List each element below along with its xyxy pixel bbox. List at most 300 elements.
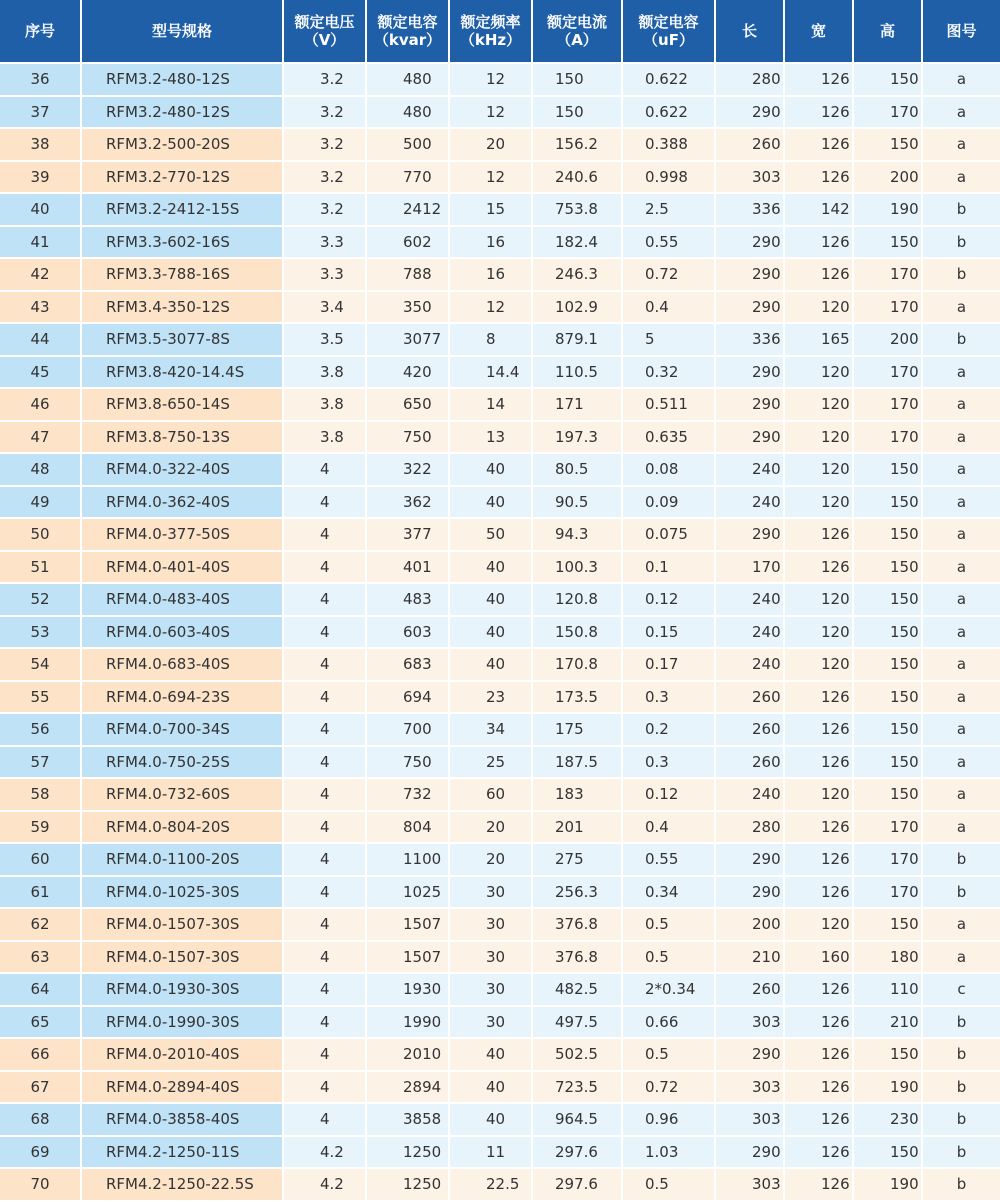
- cell-length: 290: [716, 257, 785, 290]
- cell-rated-voltage: 4: [284, 907, 367, 940]
- cell-rated-current: 183: [533, 777, 623, 810]
- cell-rated-current: 150: [533, 95, 623, 128]
- cell-index: 56: [0, 712, 82, 745]
- header-label: （kvar）: [373, 31, 442, 49]
- cell-height: 200: [854, 322, 923, 355]
- table-row: [0, 777, 1000, 810]
- cell-width: 126: [785, 1135, 854, 1168]
- cell-figure: a: [923, 485, 1000, 518]
- cell-height: 150: [854, 550, 923, 583]
- cell-model: RFM4.0-377-50S: [82, 517, 284, 550]
- cell-height: 180: [854, 940, 923, 973]
- cell-rated-frequency: 40: [450, 485, 533, 518]
- cell-model: RFM4.0-750-25S: [82, 745, 284, 778]
- cell-height: 170: [854, 842, 923, 875]
- header-label: 长: [741, 22, 757, 40]
- cell-rated-voltage: 4: [284, 875, 367, 908]
- cell-model: RFM3.3-788-16S: [82, 257, 284, 290]
- cell-rated-capacity: 480: [367, 62, 450, 95]
- cell-rated-capacitance: 0.72: [623, 1070, 716, 1103]
- cell-figure: a: [923, 777, 1000, 810]
- cell-figure: a: [923, 615, 1000, 648]
- cell-rated-voltage: 3.8: [284, 420, 367, 453]
- cell-figure: b: [923, 192, 1000, 225]
- cell-length: 303: [716, 1167, 785, 1200]
- cell-index: 44: [0, 322, 82, 355]
- cell-figure: a: [923, 940, 1000, 973]
- cell-rated-current: 879.1: [533, 322, 623, 355]
- cell-index: 68: [0, 1102, 82, 1135]
- cell-rated-capacity: 770: [367, 160, 450, 193]
- cell-rated-voltage: 4: [284, 842, 367, 875]
- cell-length: 303: [716, 1070, 785, 1103]
- cell-model: RFM4.0-1100-20S: [82, 842, 284, 875]
- cell-rated-capacitance: 0.55: [623, 225, 716, 258]
- cell-index: 48: [0, 452, 82, 485]
- cell-model: RFM4.0-362-40S: [82, 485, 284, 518]
- cell-index: 55: [0, 680, 82, 713]
- cell-rated-current: 753.8: [533, 192, 623, 225]
- cell-index: 69: [0, 1135, 82, 1168]
- cell-rated-capacity: 350: [367, 290, 450, 323]
- cell-index: 58: [0, 777, 82, 810]
- cell-rated-capacity: 1250: [367, 1167, 450, 1200]
- cell-height: 190: [854, 1070, 923, 1103]
- cell-height: 170: [854, 875, 923, 908]
- table-row: [0, 907, 1000, 940]
- cell-rated-voltage: 4: [284, 810, 367, 843]
- cell-rated-capacity: 1250: [367, 1135, 450, 1168]
- cell-length: 290: [716, 875, 785, 908]
- table-row: [0, 192, 1000, 225]
- cell-index: 61: [0, 875, 82, 908]
- cell-rated-voltage: 4: [284, 452, 367, 485]
- cell-rated-voltage: 4: [284, 615, 367, 648]
- cell-rated-capacitance: 0.17: [623, 647, 716, 680]
- cell-rated-current: 150.8: [533, 615, 623, 648]
- cell-rated-capacity: 3077: [367, 322, 450, 355]
- cell-rated-capacitance: 1.03: [623, 1135, 716, 1168]
- cell-index: 43: [0, 290, 82, 323]
- cell-model: RFM3.4-350-12S: [82, 290, 284, 323]
- cell-figure: a: [923, 127, 1000, 160]
- cell-model: RFM4.0-1025-30S: [82, 875, 284, 908]
- cell-rated-capacity: 1990: [367, 1005, 450, 1038]
- cell-rated-capacity: 650: [367, 387, 450, 420]
- cell-rated-capacity: 804: [367, 810, 450, 843]
- cell-length: 240: [716, 647, 785, 680]
- table-row: [0, 582, 1000, 615]
- cell-figure: a: [923, 420, 1000, 453]
- cell-length: 290: [716, 420, 785, 453]
- cell-rated-capacitance: 0.4: [623, 290, 716, 323]
- cell-rated-current: 171: [533, 387, 623, 420]
- cell-rated-voltage: 3.2: [284, 160, 367, 193]
- cell-figure: c: [923, 972, 1000, 1005]
- cell-figure: b: [923, 1167, 1000, 1200]
- cell-figure: a: [923, 95, 1000, 128]
- cell-width: 126: [785, 875, 854, 908]
- cell-rated-current: 482.5: [533, 972, 623, 1005]
- col-header-rated-frequency: [450, 0, 533, 62]
- cell-model: RFM4.0-1990-30S: [82, 1005, 284, 1038]
- cell-width: 126: [785, 1070, 854, 1103]
- cell-model: RFM4.0-732-60S: [82, 777, 284, 810]
- cell-index: 52: [0, 582, 82, 615]
- cell-rated-capacitance: 0.12: [623, 777, 716, 810]
- cell-rated-capacitance: 0.5: [623, 1167, 716, 1200]
- cell-rated-voltage: 3.3: [284, 225, 367, 258]
- cell-model: RFM4.0-2010-40S: [82, 1037, 284, 1070]
- cell-model: RFM3.2-480-12S: [82, 95, 284, 128]
- cell-rated-capacity: 1507: [367, 907, 450, 940]
- cell-height: 170: [854, 387, 923, 420]
- cell-rated-current: 170.8: [533, 647, 623, 680]
- cell-width: 126: [785, 62, 854, 95]
- cell-rated-frequency: 34: [450, 712, 533, 745]
- cell-rated-capacitance: 0.3: [623, 680, 716, 713]
- cell-height: 150: [854, 62, 923, 95]
- cell-rated-current: 110.5: [533, 355, 623, 388]
- cell-rated-voltage: 3.2: [284, 95, 367, 128]
- cell-rated-frequency: 8: [450, 322, 533, 355]
- cell-rated-current: 502.5: [533, 1037, 623, 1070]
- cell-rated-voltage: 3.2: [284, 62, 367, 95]
- cell-rated-capacity: 700: [367, 712, 450, 745]
- cell-length: 290: [716, 1037, 785, 1070]
- cell-width: 126: [785, 842, 854, 875]
- cell-rated-voltage: 4.2: [284, 1135, 367, 1168]
- cell-rated-voltage: 4.2: [284, 1167, 367, 1200]
- cell-rated-voltage: 3.2: [284, 127, 367, 160]
- cell-figure: a: [923, 62, 1000, 95]
- table-row: [0, 550, 1000, 583]
- cell-rated-frequency: 12: [450, 62, 533, 95]
- cell-width: 126: [785, 745, 854, 778]
- cell-length: 240: [716, 582, 785, 615]
- table-row: [0, 127, 1000, 160]
- cell-rated-current: 376.8: [533, 940, 623, 973]
- cell-height: 150: [854, 745, 923, 778]
- cell-height: 150: [854, 517, 923, 550]
- table-row: [0, 1005, 1000, 1038]
- cell-rated-frequency: 40: [450, 452, 533, 485]
- col-header-width: [785, 0, 854, 62]
- cell-rated-current: 201: [533, 810, 623, 843]
- cell-rated-capacity: 1930: [367, 972, 450, 1005]
- cell-width: 126: [785, 712, 854, 745]
- cell-height: 150: [854, 582, 923, 615]
- cell-rated-frequency: 40: [450, 550, 533, 583]
- cell-rated-voltage: 4: [284, 1070, 367, 1103]
- cell-rated-capacity: 401: [367, 550, 450, 583]
- cell-rated-capacitance: 0.34: [623, 875, 716, 908]
- cell-model: RFM4.2-1250-22.5S: [82, 1167, 284, 1200]
- table-row: [0, 387, 1000, 420]
- cell-rated-capacity: 1100: [367, 842, 450, 875]
- cell-model: RFM4.2-1250-11S: [82, 1135, 284, 1168]
- header-label: 额定频率: [460, 13, 521, 31]
- cell-rated-capacitance: 0.075: [623, 517, 716, 550]
- table-row: [0, 875, 1000, 908]
- cell-rated-capacity: 362: [367, 485, 450, 518]
- table-row: [0, 225, 1000, 258]
- cell-rated-voltage: 4: [284, 582, 367, 615]
- cell-rated-capacitance: 2.5: [623, 192, 716, 225]
- col-header-rated-capacitance-uf: [623, 0, 716, 62]
- cell-rated-capacity: 322: [367, 452, 450, 485]
- cell-rated-frequency: 16: [450, 257, 533, 290]
- cell-figure: b: [923, 257, 1000, 290]
- cell-length: 260: [716, 680, 785, 713]
- cell-rated-current: 275: [533, 842, 623, 875]
- cell-model: RFM4.0-401-40S: [82, 550, 284, 583]
- table-row: [0, 940, 1000, 973]
- cell-model: RFM3.5-3077-8S: [82, 322, 284, 355]
- cell-figure: b: [923, 225, 1000, 258]
- cell-rated-frequency: 16: [450, 225, 533, 258]
- cell-rated-capacitance: 0.66: [623, 1005, 716, 1038]
- cell-width: 126: [785, 1037, 854, 1070]
- cell-rated-frequency: 30: [450, 875, 533, 908]
- cell-rated-current: 102.9: [533, 290, 623, 323]
- cell-height: 150: [854, 127, 923, 160]
- cell-height: 150: [854, 1037, 923, 1070]
- cell-rated-voltage: 4: [284, 550, 367, 583]
- cell-rated-current: 173.5: [533, 680, 623, 713]
- cell-width: 120: [785, 615, 854, 648]
- cell-rated-voltage: 4: [284, 1005, 367, 1038]
- cell-length: 290: [716, 290, 785, 323]
- col-header-height: [854, 0, 923, 62]
- cell-figure: a: [923, 160, 1000, 193]
- table-row: [0, 647, 1000, 680]
- cell-height: 170: [854, 810, 923, 843]
- cell-index: 66: [0, 1037, 82, 1070]
- cell-model: RFM4.0-3858-40S: [82, 1102, 284, 1135]
- cell-height: 150: [854, 907, 923, 940]
- cell-width: 126: [785, 972, 854, 1005]
- table-row: [0, 842, 1000, 875]
- table-row: [0, 972, 1000, 1005]
- cell-rated-voltage: 4: [284, 485, 367, 518]
- cell-height: 150: [854, 647, 923, 680]
- table-row: [0, 290, 1000, 323]
- cell-rated-frequency: 12: [450, 160, 533, 193]
- cell-height: 110: [854, 972, 923, 1005]
- cell-rated-capacity: 1507: [367, 940, 450, 973]
- cell-model: RFM3.8-750-13S: [82, 420, 284, 453]
- cell-rated-frequency: 25: [450, 745, 533, 778]
- table-row: [0, 1135, 1000, 1168]
- cell-rated-capacity: 602: [367, 225, 450, 258]
- cell-length: 290: [716, 95, 785, 128]
- cell-width: 126: [785, 680, 854, 713]
- cell-rated-voltage: 4: [284, 680, 367, 713]
- cell-rated-current: 94.3: [533, 517, 623, 550]
- cell-rated-capacitance: 0.15: [623, 615, 716, 648]
- cell-width: 120: [785, 290, 854, 323]
- cell-model: RFM4.0-603-40S: [82, 615, 284, 648]
- header-label: （V）: [303, 31, 346, 49]
- cell-rated-frequency: 40: [450, 615, 533, 648]
- cell-figure: a: [923, 550, 1000, 583]
- cell-figure: a: [923, 582, 1000, 615]
- cell-rated-current: 497.5: [533, 1005, 623, 1038]
- cell-length: 280: [716, 62, 785, 95]
- table-row: [0, 810, 1000, 843]
- table-row: [0, 420, 1000, 453]
- cell-rated-capacitance: 0.998: [623, 160, 716, 193]
- cell-index: 47: [0, 420, 82, 453]
- cell-rated-capacitance: 0.4: [623, 810, 716, 843]
- cell-figure: a: [923, 712, 1000, 745]
- cell-index: 42: [0, 257, 82, 290]
- table-row: [0, 712, 1000, 745]
- cell-model: RFM4.0-1930-30S: [82, 972, 284, 1005]
- cell-rated-frequency: 40: [450, 647, 533, 680]
- cell-rated-capacity: 732: [367, 777, 450, 810]
- cell-rated-frequency: 50: [450, 517, 533, 550]
- cell-rated-capacitance: 0.2: [623, 712, 716, 745]
- cell-rated-capacity: 750: [367, 745, 450, 778]
- cell-width: 160: [785, 940, 854, 973]
- cell-rated-capacity: 694: [367, 680, 450, 713]
- cell-height: 170: [854, 290, 923, 323]
- cell-model: RFM4.0-322-40S: [82, 452, 284, 485]
- cell-rated-capacitance: 0.55: [623, 842, 716, 875]
- header-label: 额定电流: [546, 13, 607, 31]
- cell-figure: b: [923, 1070, 1000, 1103]
- cell-height: 230: [854, 1102, 923, 1135]
- cell-model: RFM4.0-700-34S: [82, 712, 284, 745]
- cell-rated-frequency: 11: [450, 1135, 533, 1168]
- cell-figure: b: [923, 1135, 1000, 1168]
- cell-height: 150: [854, 712, 923, 745]
- cell-width: 126: [785, 127, 854, 160]
- cell-length: 260: [716, 127, 785, 160]
- cell-width: 126: [785, 1167, 854, 1200]
- cell-rated-capacity: 3858: [367, 1102, 450, 1135]
- cell-rated-capacity: 2010: [367, 1037, 450, 1070]
- cell-index: 63: [0, 940, 82, 973]
- cell-rated-current: 120.8: [533, 582, 623, 615]
- table-row: [0, 517, 1000, 550]
- cell-height: 150: [854, 1135, 923, 1168]
- cell-rated-capacity: 1025: [367, 875, 450, 908]
- col-header-rated-capacity-kvar: [367, 0, 450, 62]
- cell-width: 120: [785, 387, 854, 420]
- cell-length: 290: [716, 355, 785, 388]
- cell-rated-capacity: 500: [367, 127, 450, 160]
- cell-figure: a: [923, 907, 1000, 940]
- table-row: [0, 485, 1000, 518]
- cell-rated-capacitance: 0.08: [623, 452, 716, 485]
- cell-model: RFM4.0-1507-30S: [82, 940, 284, 973]
- cell-rated-voltage: 4: [284, 777, 367, 810]
- cell-rated-voltage: 3.8: [284, 387, 367, 420]
- cell-rated-capacitance: 0.32: [623, 355, 716, 388]
- cell-rated-frequency: 30: [450, 1005, 533, 1038]
- cell-rated-current: 90.5: [533, 485, 623, 518]
- cell-rated-frequency: 20: [450, 842, 533, 875]
- cell-rated-frequency: 30: [450, 972, 533, 1005]
- cell-rated-capacitance: 5: [623, 322, 716, 355]
- cell-index: 38: [0, 127, 82, 160]
- cell-rated-capacitance: 0.5: [623, 940, 716, 973]
- cell-rated-capacitance: 0.5: [623, 907, 716, 940]
- header-label: 额定电容: [377, 13, 438, 31]
- cell-index: 50: [0, 517, 82, 550]
- cell-height: 190: [854, 192, 923, 225]
- cell-index: 54: [0, 647, 82, 680]
- cell-rated-voltage: 4: [284, 647, 367, 680]
- cell-model: RFM3.2-500-20S: [82, 127, 284, 160]
- table-row: [0, 95, 1000, 128]
- cell-rated-voltage: 4: [284, 1102, 367, 1135]
- cell-length: 290: [716, 225, 785, 258]
- header-label: 宽: [810, 22, 826, 40]
- cell-rated-frequency: 60: [450, 777, 533, 810]
- cell-width: 126: [785, 95, 854, 128]
- cell-rated-current: 256.3: [533, 875, 623, 908]
- cell-index: 49: [0, 485, 82, 518]
- cell-rated-capacity: 2894: [367, 1070, 450, 1103]
- cell-rated-current: 723.5: [533, 1070, 623, 1103]
- cell-width: 126: [785, 160, 854, 193]
- cell-width: 142: [785, 192, 854, 225]
- cell-index: 45: [0, 355, 82, 388]
- cell-width: 120: [785, 647, 854, 680]
- cell-rated-voltage: 4: [284, 745, 367, 778]
- header-label: 额定电容: [638, 13, 699, 31]
- table-row: [0, 615, 1000, 648]
- cell-height: 170: [854, 355, 923, 388]
- cell-rated-capacitance: 0.72: [623, 257, 716, 290]
- cell-model: RFM3.8-650-14S: [82, 387, 284, 420]
- cell-height: 170: [854, 95, 923, 128]
- cell-figure: b: [923, 842, 1000, 875]
- table-row: [0, 160, 1000, 193]
- cell-width: 165: [785, 322, 854, 355]
- cell-rated-capacitance: 0.3: [623, 745, 716, 778]
- cell-rated-capacitance: 0.511: [623, 387, 716, 420]
- cell-model: RFM4.0-1507-30S: [82, 907, 284, 940]
- cell-width: 120: [785, 907, 854, 940]
- cell-figure: a: [923, 745, 1000, 778]
- cell-width: 126: [785, 1005, 854, 1038]
- table-body: [0, 62, 1000, 1200]
- cell-model: RFM3.2-480-12S: [82, 62, 284, 95]
- cell-figure: a: [923, 355, 1000, 388]
- header-label: （uF）: [643, 31, 694, 49]
- cell-figure: b: [923, 1005, 1000, 1038]
- cell-rated-frequency: 40: [450, 1070, 533, 1103]
- cell-rated-frequency: 14: [450, 387, 533, 420]
- cell-height: 150: [854, 452, 923, 485]
- cell-index: 40: [0, 192, 82, 225]
- cell-length: 290: [716, 387, 785, 420]
- header-label: 高: [879, 22, 895, 40]
- cell-width: 126: [785, 225, 854, 258]
- table-row: [0, 257, 1000, 290]
- table-row: [0, 355, 1000, 388]
- cell-rated-frequency: 22.5: [450, 1167, 533, 1200]
- cell-length: 240: [716, 485, 785, 518]
- cell-rated-capacitance: 0.12: [623, 582, 716, 615]
- cell-rated-capacitance: 0.635: [623, 420, 716, 453]
- header-label: 额定电压: [294, 13, 355, 31]
